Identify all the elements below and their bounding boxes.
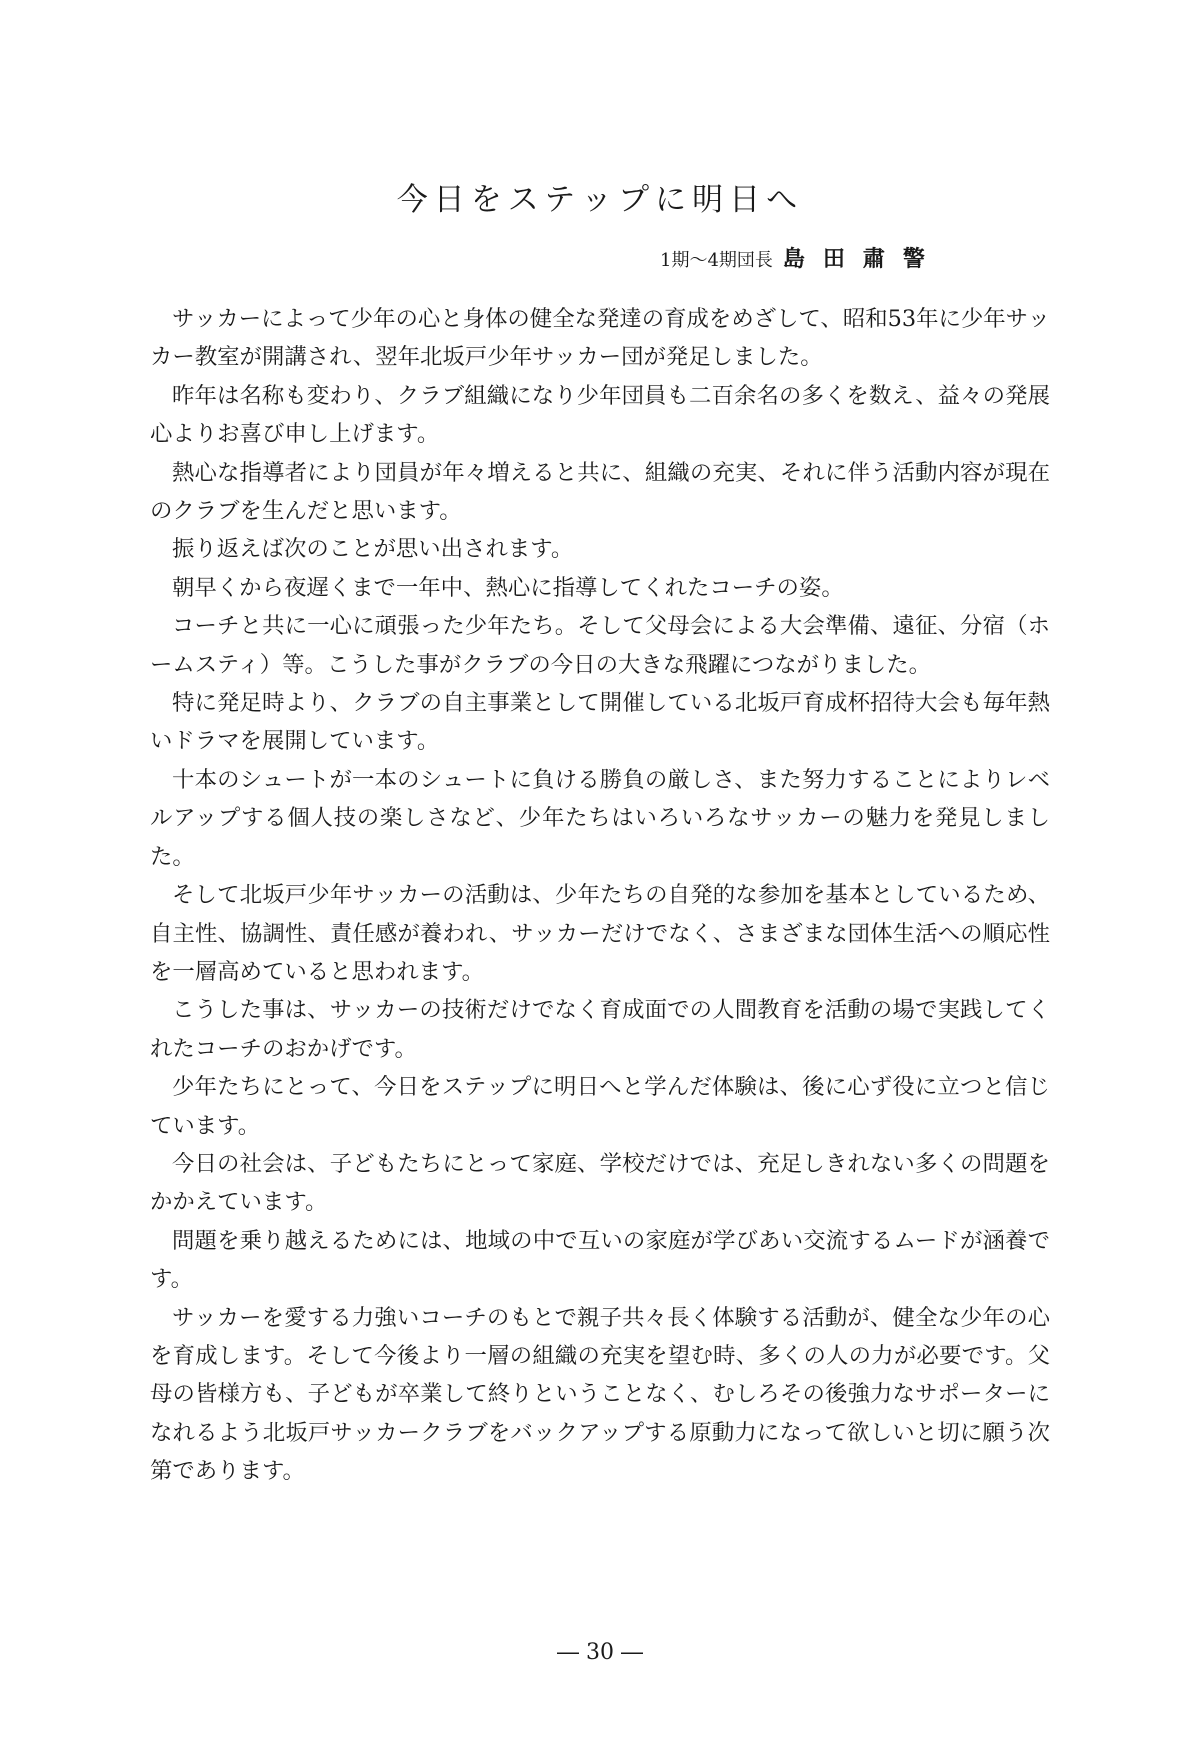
page-number: ― 30 ― bbox=[557, 1640, 643, 1665]
document-title: 今日をステップに明日へ bbox=[396, 182, 804, 218]
document-body bbox=[150, 300, 1050, 1491]
paragraph: そして北坂戸少年サッカーの活動は、少年たちの自発的な参加を基本としているため、自主性、協調性、責任感が養われ、サッカーだけでなく、さまざまな団体生活への順応性を一層高めていると思われます。 bbox=[150, 882, 1050, 985]
author-role: 1期～4期団長 bbox=[660, 250, 773, 271]
paragraph: コーチと共に一心に頑張った少年たち。そして父母会による大会準備、遠征、分宿（ホームスティ）等。こうした事がクラブの今日の大きな飛躍につながりました。 bbox=[150, 613, 1050, 678]
paragraph: 熱心な指導者により団員が年々増えると共に、組織の充実、それに伴う活動内容が現在のクラブを生んだと思います。 bbox=[150, 459, 1050, 525]
author-line bbox=[660, 244, 1020, 276]
paragraph: 今日の社会は、子どもたちにとって家庭、学校だけでは、充足しきれない多くの問題をかかえています。 bbox=[150, 1150, 1050, 1216]
paragraph: 朝早くから夜遅くまで一年中、熱心に指導してくれたコーチの姿。 bbox=[172, 574, 844, 601]
paragraph: 振り返えば次のことが思い出されます。 bbox=[172, 536, 574, 563]
paragraph: 問題を乗り越えるためには、地域の中で互いの家庭が学びあい交流するムードが涵養です。 bbox=[150, 1227, 1050, 1293]
paragraph: 特に発足時より、クラブの自主事業として開催している北坂戸育成杯招待大会も毎年熱いドラマを展開しています。 bbox=[150, 690, 1050, 755]
paragraph: サッカーを愛する力強いコーチのもとで親子共々長く体験する活動が、健全な少年の心を育成します。そして今後より一層の組織の充実を望む時、多くの人の力が必要です。父母の皆様方も、子どもが卒業して終りということなく、むしろその後強力なサポーターになれるよう北坂戸サッカークラブをバックアップする原動力になって欲しいと切に願う次第であります。 bbox=[150, 1304, 1050, 1485]
paragraph: 昨年は名称も変わり、クラブ組織になり少年団員も二百余名の多くを数え、益々の発展心よりお喜び申し上げます。 bbox=[150, 382, 1050, 448]
author-name: 島田肅警 bbox=[782, 247, 943, 272]
paragraph: こうした事は、サッカーの技術だけでなく育成面での人間教育を活動の場で実践してくれたコーチのおかげです。 bbox=[150, 997, 1050, 1062]
paragraph: サッカーによって少年の心と身体の健全な発達の育成をめざして、昭和53年に少年サッカー教室が開講され、翌年北坂戸少年サッカー団が発足しました。 bbox=[150, 306, 1050, 371]
paragraph: 少年たちにとって、今日をステップに明日へと学んだ体験は、後に心ず役に立つと信じています。 bbox=[150, 1074, 1050, 1139]
paragraph: 十本のシュートが一本のシュートに負ける勝負の厳しさ、また努力することによりレベルアップする個人技の楽しさなど、少年たちはいろいろなサッカーの魅力を発見しました。 bbox=[150, 766, 1050, 870]
